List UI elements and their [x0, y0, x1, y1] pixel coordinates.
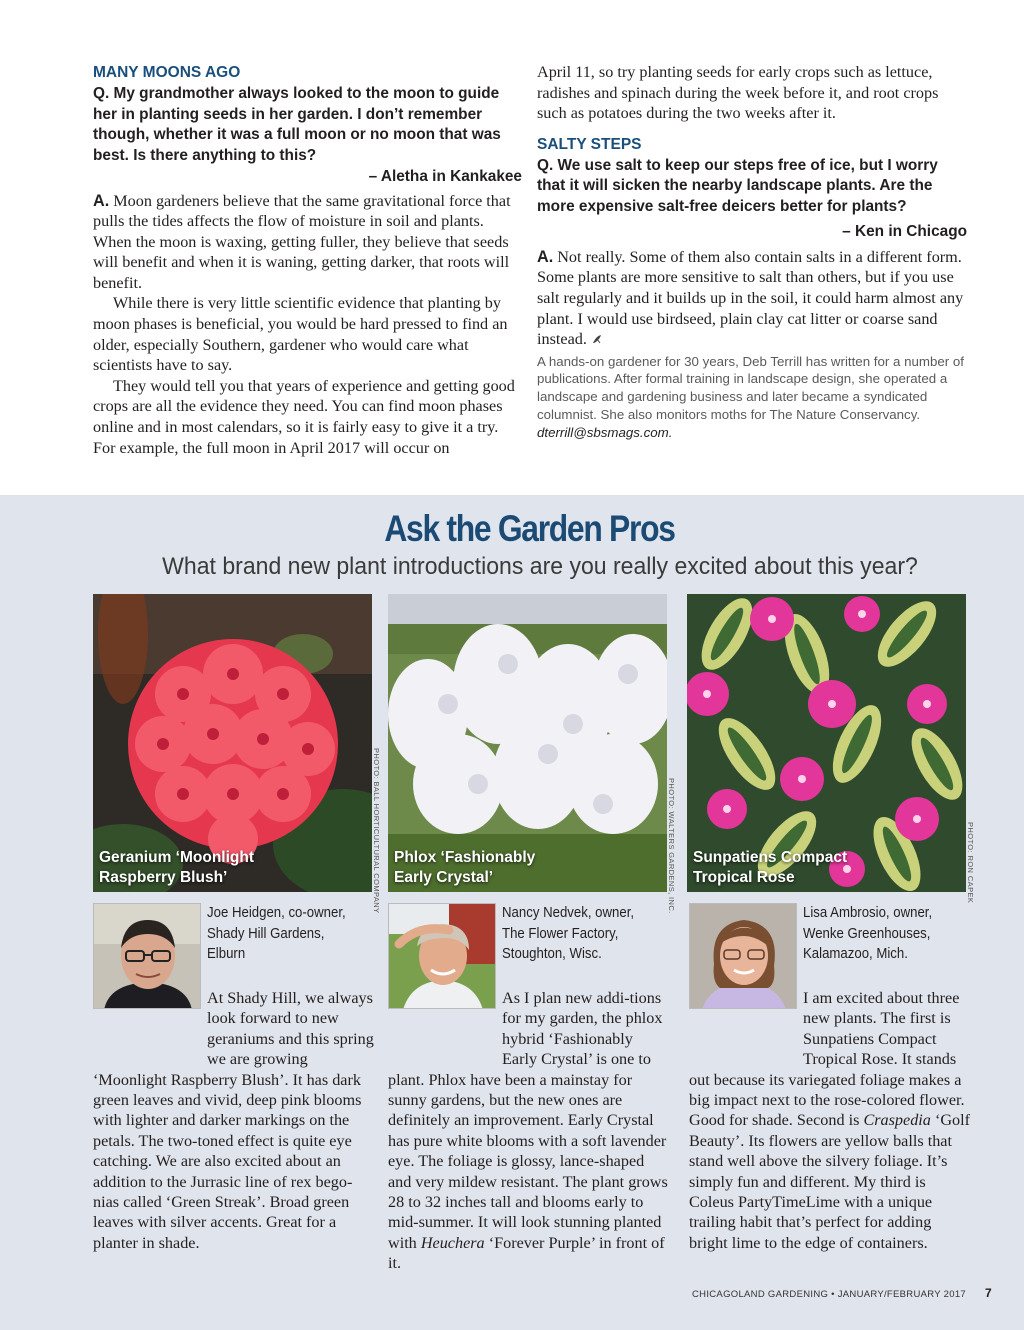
pro-name-line1: Nancy Nedvek, owner, [502, 904, 635, 921]
salty-attribution: – Ken in Chicago [842, 223, 967, 241]
pro-name-line2: Wenke Greenhouses, [803, 924, 931, 942]
pro-answer-italic: Heuchera [420, 1233, 485, 1252]
salty-heading: SALTY STEPS [537, 135, 642, 153]
pros-title: Ask the Garden Pros [384, 508, 675, 549]
pro-answer-text-end: ‘Golf Beauty’. Its flowers are yellow balls that stand well above the silvery foliage. It’s simply fun and different. My third is Coleus PartyTimeLime with a unique trailing habit that’s perfect for adding bright lime to the edge of containers. [689, 1111, 971, 1252]
footer-separator: • [831, 1289, 835, 1300]
author-bio [537, 353, 967, 442]
salty-answer [537, 247, 967, 351]
pro-answer [93, 988, 376, 1253]
salty-question: Q. We use salt to keep our steps free of ice, but I worry that it will sicken the nearby landscape plants. Are the more expensive salt-free deicers better for plants? [537, 156, 938, 215]
sunpatiens-caption-line2: Tropical Rose [693, 869, 795, 886]
pro-name-line3: Elburn [207, 945, 246, 962]
magazine-name: CHICAGOLAND GARDENING [692, 1289, 829, 1300]
moons-article [93, 62, 522, 458]
pro-name-line3: Stoughton, Wisc. [502, 945, 602, 962]
moons-answer-lead: A. [93, 191, 110, 210]
geranium-caption-line2: Raspberry Blush’ [99, 869, 228, 886]
pro-name-line1: Joe Heidgen, co-owner, [207, 904, 346, 921]
moons-attribution: – Aletha in Kankakee [368, 168, 522, 185]
pro-answer-text-end: ‘Forever Purple’ in front of it. [388, 1233, 665, 1273]
sunpatiens-photo [687, 594, 966, 892]
geranium-photo [93, 594, 372, 892]
author-bio-text: A hands-on gardener for 30 years, Deb Terrill has written for a number of publications. After formal training in landscape design, she operated a landscape and gardening business and later became a syndicated columnist. She also monitors moths for The Nature Conservancy. [537, 353, 964, 422]
phlox-caption-line1: Phlox ‘Fashionably [394, 849, 536, 866]
sunpatiens-photo-credit: PHOTO: RON CAPEK [966, 822, 975, 904]
moons-answer [93, 191, 522, 459]
pros-subtitle: What brand new plant introductions are you really excited about this year? [162, 553, 918, 580]
pro-name [207, 903, 357, 965]
page-footer [692, 1289, 966, 1300]
pro-answer-text: As I plan new addi-tions for my garden, the phlox hybrid ‘Fashionably Early Crystal’ is one to plant. Phlox have been a mainstay for sunny gardens, but the new ones are definitely an improvement. Early Crystal has pure white blooms with a soft lavender eye. The foliage is glossy, lance-shaped and very mildew resistant. The plant grows 28 to 32 inches tall and blooms early to mid-summer. It will look stunning planted with [388, 989, 668, 1252]
salty-answer-lead: A. [537, 247, 554, 266]
salty-article [537, 62, 967, 441]
pro-name [502, 903, 652, 965]
end-mark-icon [591, 330, 603, 351]
moons-answer-p3: They would tell you that years of experience and getting good crops are all the evidence they need. You can find moon phases online and in most calendars, so it is fairly easy to give it a try. For example, the full moon in April 2017 will occur on [93, 376, 515, 457]
pro-answer-text: I am excited about three new plants. The first is Sunpatiens Compact Tropical Rose. It stands out because its variegated foliage makes a big impact next to the rose-colored flower. Good for shade. Second is [689, 989, 965, 1130]
page-number: 7 [985, 1286, 992, 1300]
pro-answer [689, 988, 972, 1253]
pro-name-line2: The Flower Factory, [502, 924, 619, 942]
moons-question: Q. My grandmother always looked to the moon to guide her in planting seeds in her garden. I don’t remember though, whether it was a full moon or no moon that was best. Is there anything to this? [93, 85, 501, 164]
issue-date: JANUARY/FEBRUARY 2017 [837, 1289, 966, 1300]
salty-answer-text: Not really. Some of them also contain salts in a different form. Some plants are more sensitive to salt than others, but if you use salt regularly and it builds up in the soil, it could harm almost any plant. I would use birdseed, plain clay cat litter or coarse sand instead. [537, 247, 964, 349]
moons-heading: MANY MOONS AGO [93, 64, 241, 81]
pro-answer-italic: Craspedia [863, 1111, 931, 1130]
geranium-photo-credit: PHOTO: BALL HORTICULTURAL COMPANY [372, 748, 381, 914]
pro-name-line2: Shady Hill Gardens, [207, 924, 325, 942]
geranium-caption [99, 848, 254, 888]
pro-answer-text: At Shady Hill, we always look forward to new geraniums and this spring we are growing ‘Moonlight Raspberry Blush’. It has dark green leaves and vivid, deep pink blooms with lighter and darker markings on the petals. The two-toned effect is quite eye catching. We are also excited about an addition to the Jurrasic line of rex bego-nias called ‘Green Streak’. Broad green leaves with silver accents. Great for a planter in shade. [93, 989, 374, 1252]
moons-answer-p2: While there is very little scientific evidence that planting by moon phases is beneficial, you would be hard pressed to find an older, especially Southern, gardener who would care what scientists have to say. [93, 294, 508, 375]
pro-name-line3: Kalamazoo, Mich. [803, 945, 908, 962]
phlox-photo-credit: PHOTO: WALTERS GARDENS, INC. [667, 778, 676, 914]
sunpatiens-caption [693, 848, 847, 888]
moons-answer-p1: Moon gardeners believe that the same gravitational force that pulls the tides affects the flow of moisture in soil and plants. When the moon is waxing, getting fuller, they believe that seeds will benefit and when it is waning, getting darker, that roots will benefit. [93, 191, 511, 292]
phlox-photo [388, 594, 667, 892]
moons-continuation: April 11, so try planting seeds for early crops such as lettuce, radishes and spinach during the week before it, and root crops such as potatoes during the two weeks after it. [537, 63, 939, 123]
phlox-caption-line2: Early Crystal’ [394, 869, 494, 886]
pro-answer [388, 988, 671, 1274]
pro-name-line1: Lisa Ambrosio, owner, [803, 904, 933, 921]
geranium-caption-line1: Geranium ‘Moonlight [99, 849, 254, 866]
phlox-caption [394, 848, 535, 888]
sunpatiens-caption-line1: Sunpatiens Compact [693, 849, 848, 866]
pro-name [803, 903, 953, 965]
author-email[interactable]: dterrill@sbsmags.com. [537, 424, 673, 440]
